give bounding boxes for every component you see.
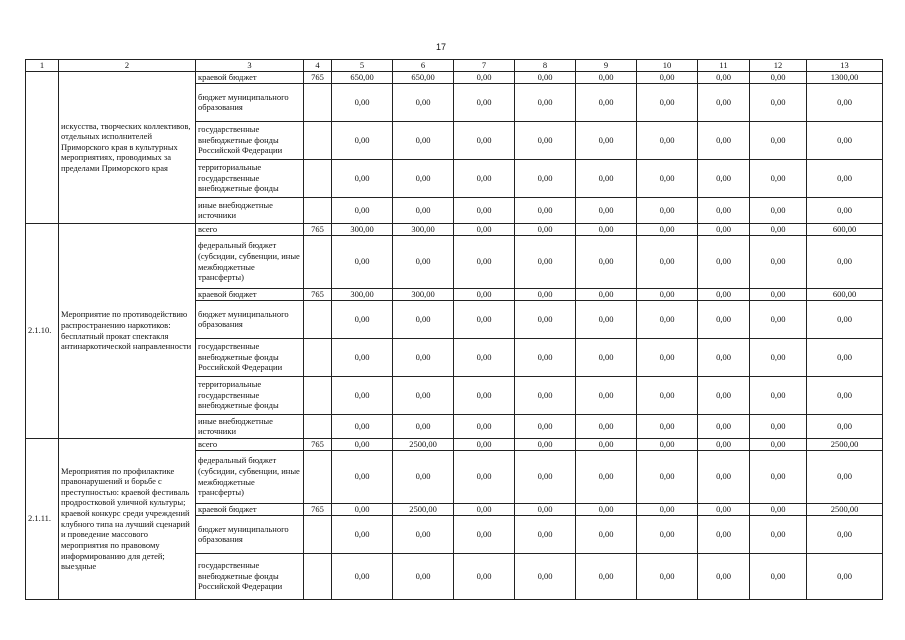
value-cell: 0,00 (576, 197, 637, 223)
value-cell: 0,00 (750, 83, 807, 121)
budget-code (304, 376, 332, 414)
value-cell: 0,00 (515, 438, 576, 450)
budget-code: 765 (304, 438, 332, 450)
value-cell: 0,00 (637, 515, 698, 553)
value-cell: 0,00 (332, 503, 393, 515)
value-cell: 0,00 (637, 450, 698, 503)
value-cell: 0,00 (332, 235, 393, 288)
value-cell: 0,00 (807, 197, 883, 223)
funding-source: краевой бюджет (196, 288, 304, 300)
value-cell: 0,00 (576, 300, 637, 338)
value-cell: 0,00 (515, 197, 576, 223)
value-cell: 0,00 (698, 515, 750, 553)
table-row (26, 438, 883, 450)
budget-code: 765 (304, 223, 332, 235)
value-cell: 1300,00 (807, 71, 883, 83)
value-cell: 0,00 (637, 376, 698, 414)
value-cell: 0,00 (637, 414, 698, 438)
value-cell: 0,00 (637, 288, 698, 300)
value-cell: 0,00 (332, 376, 393, 414)
value-cell: 0,00 (576, 71, 637, 83)
value-cell: 0,00 (807, 376, 883, 414)
value-cell: 0,00 (750, 159, 807, 197)
value-cell: 600,00 (807, 223, 883, 235)
value-cell: 0,00 (515, 121, 576, 159)
value-cell: 0,00 (576, 159, 637, 197)
value-cell: 0,00 (515, 376, 576, 414)
value-cell: 0,00 (515, 223, 576, 235)
header-cell: 6 (393, 60, 454, 72)
budget-code (304, 159, 332, 197)
value-cell: 0,00 (515, 515, 576, 553)
budget-code: 765 (304, 288, 332, 300)
value-cell: 0,00 (698, 503, 750, 515)
value-cell: 0,00 (807, 553, 883, 599)
value-cell: 0,00 (454, 553, 515, 599)
budget-code (304, 338, 332, 376)
header-row (26, 60, 883, 72)
value-cell: 0,00 (807, 159, 883, 197)
value-cell: 0,00 (576, 515, 637, 553)
header-cell: 7 (454, 60, 515, 72)
header-cell: 3 (196, 60, 304, 72)
value-cell: 0,00 (576, 235, 637, 288)
value-cell: 0,00 (454, 288, 515, 300)
value-cell: 0,00 (332, 197, 393, 223)
header-cell: 4 (304, 60, 332, 72)
funding-source: территориальные государственные внебюджетные фонды (196, 376, 304, 414)
value-cell: 0,00 (698, 159, 750, 197)
budget-code (304, 235, 332, 288)
value-cell: 650,00 (393, 71, 454, 83)
value-cell: 0,00 (698, 235, 750, 288)
value-cell: 0,00 (637, 235, 698, 288)
header-cell: 1 (26, 60, 59, 72)
value-cell: 0,00 (515, 159, 576, 197)
value-cell: 0,00 (698, 414, 750, 438)
value-cell: 0,00 (454, 71, 515, 83)
funding-source: федеральный бюджет (субсидии, субвенции, иные межбюджетные трансферты) (196, 450, 304, 503)
value-cell: 300,00 (332, 288, 393, 300)
value-cell: 0,00 (332, 300, 393, 338)
funding-source: государственные внебюджетные фонды Российской Федерации (196, 338, 304, 376)
budget-code: 765 (304, 503, 332, 515)
value-cell: 0,00 (807, 414, 883, 438)
value-cell: 0,00 (637, 71, 698, 83)
value-cell: 0,00 (515, 553, 576, 599)
value-cell: 0,00 (576, 376, 637, 414)
value-cell: 0,00 (515, 338, 576, 376)
funding-source: территориальные государственные внебюджетные фонды (196, 159, 304, 197)
value-cell: 0,00 (576, 553, 637, 599)
funding-source: краевой бюджет (196, 71, 304, 83)
value-cell: 0,00 (807, 450, 883, 503)
value-cell: 650,00 (332, 71, 393, 83)
funding-source: бюджет муниципального образования (196, 515, 304, 553)
value-cell: 0,00 (750, 503, 807, 515)
value-cell: 0,00 (332, 121, 393, 159)
item-name: Мероприятия по профилактике правонарушений и борьбе с преступностью: краевой фестиваль продростковой уличной культуры; краевой конкурс среди учреждений клубного типа на лучший сценарий и проведение массового мероприятия по правовому информированию для детей; выездные (59, 438, 196, 599)
value-cell: 0,00 (454, 83, 515, 121)
value-cell: 0,00 (698, 450, 750, 503)
budget-code (304, 414, 332, 438)
value-cell: 0,00 (750, 235, 807, 288)
value-cell: 0,00 (576, 83, 637, 121)
value-cell: 0,00 (454, 235, 515, 288)
value-cell: 0,00 (807, 235, 883, 288)
value-cell: 0,00 (637, 553, 698, 599)
value-cell: 0,00 (332, 83, 393, 121)
value-cell: 0,00 (332, 553, 393, 599)
value-cell: 0,00 (454, 197, 515, 223)
value-cell: 0,00 (454, 438, 515, 450)
value-cell: 300,00 (393, 223, 454, 235)
header-cell: 10 (637, 60, 698, 72)
value-cell: 300,00 (332, 223, 393, 235)
value-cell: 0,00 (637, 121, 698, 159)
value-cell: 0,00 (750, 515, 807, 553)
value-cell: 0,00 (750, 223, 807, 235)
funding-source: государственные внебюджетные фонды Российской Федерации (196, 553, 304, 599)
header-cell: 8 (515, 60, 576, 72)
value-cell: 0,00 (515, 71, 576, 83)
value-cell: 0,00 (454, 376, 515, 414)
header-cell: 13 (807, 60, 883, 72)
value-cell: 0,00 (750, 71, 807, 83)
value-cell: 0,00 (698, 121, 750, 159)
budget-code (304, 197, 332, 223)
value-cell: 0,00 (454, 338, 515, 376)
value-cell: 0,00 (750, 376, 807, 414)
value-cell: 0,00 (576, 503, 637, 515)
value-cell: 0,00 (332, 159, 393, 197)
funding-source: иные внебюджетные источники (196, 414, 304, 438)
value-cell: 0,00 (393, 159, 454, 197)
value-cell: 0,00 (750, 414, 807, 438)
funding-source: бюджет муниципального образования (196, 300, 304, 338)
value-cell: 300,00 (393, 288, 454, 300)
value-cell: 0,00 (393, 197, 454, 223)
value-cell: 0,00 (515, 288, 576, 300)
value-cell: 0,00 (393, 121, 454, 159)
value-cell: 0,00 (807, 83, 883, 121)
header-cell: 12 (750, 60, 807, 72)
value-cell: 0,00 (698, 197, 750, 223)
value-cell: 0,00 (576, 121, 637, 159)
value-cell: 0,00 (393, 338, 454, 376)
value-cell: 0,00 (698, 83, 750, 121)
header-cell: 2 (59, 60, 196, 72)
value-cell: 0,00 (332, 438, 393, 450)
value-cell: 0,00 (698, 288, 750, 300)
table-row (26, 71, 883, 83)
value-cell: 0,00 (454, 121, 515, 159)
header-cell: 11 (698, 60, 750, 72)
value-cell: 0,00 (515, 503, 576, 515)
funding-source: всего (196, 223, 304, 235)
funding-source: федеральный бюджет (субсидии, субвенции, иные межбюджетные трансферты) (196, 235, 304, 288)
value-cell: 0,00 (698, 300, 750, 338)
value-cell: 0,00 (393, 235, 454, 288)
item-name: искусства, творческих коллективов, отдельных исполнителей Приморского края в культурных мероприятиях, проводимых за пределами Приморского края (59, 71, 196, 223)
value-cell: 0,00 (515, 83, 576, 121)
value-cell: 0,00 (454, 515, 515, 553)
header-cell: 5 (332, 60, 393, 72)
value-cell: 0,00 (698, 553, 750, 599)
value-cell: 0,00 (393, 553, 454, 599)
value-cell: 2500,00 (393, 438, 454, 450)
budget-code (304, 121, 332, 159)
value-cell: 0,00 (637, 223, 698, 235)
value-cell: 0,00 (698, 376, 750, 414)
budget-code (304, 300, 332, 338)
value-cell: 0,00 (637, 438, 698, 450)
value-cell: 0,00 (750, 288, 807, 300)
value-cell: 0,00 (393, 414, 454, 438)
value-cell: 0,00 (454, 223, 515, 235)
value-cell: 2500,00 (393, 503, 454, 515)
value-cell: 2500,00 (807, 438, 883, 450)
value-cell: 0,00 (332, 515, 393, 553)
item-code (26, 71, 59, 223)
value-cell: 0,00 (576, 223, 637, 235)
value-cell: 0,00 (515, 300, 576, 338)
value-cell: 0,00 (698, 71, 750, 83)
budget-table (25, 59, 883, 600)
value-cell: 0,00 (698, 223, 750, 235)
value-cell: 0,00 (576, 438, 637, 450)
value-cell: 0,00 (393, 515, 454, 553)
budget-code (304, 83, 332, 121)
value-cell: 0,00 (515, 235, 576, 288)
value-cell: 0,00 (698, 438, 750, 450)
item-code: 2.1.10. (26, 223, 59, 438)
value-cell: 0,00 (393, 300, 454, 338)
item-name: Мероприятие по противодействию распространению наркотиков: бесплатный прокат спектакля антинаркотической направленности (59, 223, 196, 438)
value-cell: 0,00 (454, 159, 515, 197)
value-cell: 0,00 (454, 300, 515, 338)
value-cell: 2500,00 (807, 503, 883, 515)
value-cell: 0,00 (332, 338, 393, 376)
value-cell: 0,00 (454, 450, 515, 503)
value-cell: 0,00 (393, 376, 454, 414)
value-cell: 0,00 (454, 503, 515, 515)
value-cell: 0,00 (807, 338, 883, 376)
value-cell: 0,00 (637, 503, 698, 515)
value-cell: 0,00 (576, 338, 637, 376)
value-cell: 0,00 (807, 121, 883, 159)
funding-source: бюджет муниципального образования (196, 83, 304, 121)
value-cell: 0,00 (750, 197, 807, 223)
value-cell: 0,00 (750, 438, 807, 450)
value-cell: 0,00 (515, 414, 576, 438)
value-cell: 0,00 (332, 414, 393, 438)
value-cell: 600,00 (807, 288, 883, 300)
value-cell: 0,00 (576, 288, 637, 300)
item-code: 2.1.11. (26, 438, 59, 599)
value-cell: 0,00 (454, 414, 515, 438)
value-cell: 0,00 (637, 159, 698, 197)
funding-source: всего (196, 438, 304, 450)
budget-code (304, 553, 332, 599)
value-cell: 0,00 (750, 300, 807, 338)
funding-source: краевой бюджет (196, 503, 304, 515)
value-cell: 0,00 (332, 450, 393, 503)
value-cell: 0,00 (750, 338, 807, 376)
page-number: 17 (436, 42, 447, 52)
value-cell: 0,00 (750, 553, 807, 599)
value-cell: 0,00 (807, 300, 883, 338)
value-cell: 0,00 (576, 450, 637, 503)
table-row (26, 223, 883, 235)
value-cell: 0,00 (515, 450, 576, 503)
budget-code (304, 515, 332, 553)
value-cell: 0,00 (637, 338, 698, 376)
value-cell: 0,00 (750, 450, 807, 503)
value-cell: 0,00 (637, 197, 698, 223)
header-cell: 9 (576, 60, 637, 72)
value-cell: 0,00 (698, 338, 750, 376)
budget-code: 765 (304, 71, 332, 83)
value-cell: 0,00 (393, 450, 454, 503)
value-cell: 0,00 (637, 83, 698, 121)
funding-source: государственные внебюджетные фонды Российской Федерации (196, 121, 304, 159)
budget-code (304, 450, 332, 503)
value-cell: 0,00 (750, 121, 807, 159)
funding-source: иные внебюджетные источники (196, 197, 304, 223)
value-cell: 0,00 (393, 83, 454, 121)
value-cell: 0,00 (576, 414, 637, 438)
value-cell: 0,00 (637, 300, 698, 338)
value-cell: 0,00 (807, 515, 883, 553)
